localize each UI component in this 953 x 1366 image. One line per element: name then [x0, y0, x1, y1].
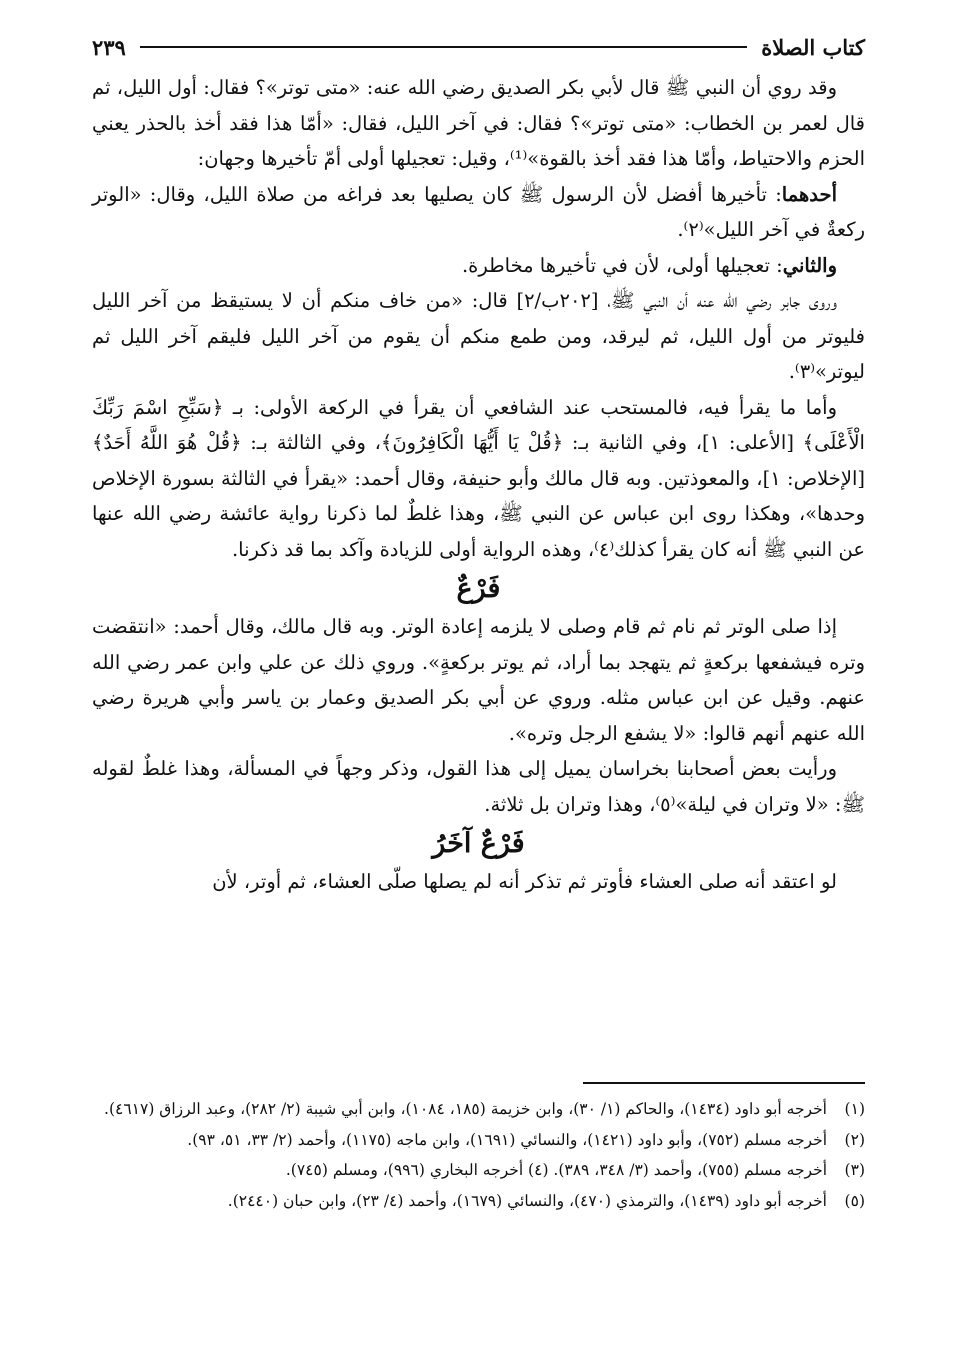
footnote — [92, 1155, 865, 1186]
paragraph-text: وأما ما يقرأ فيه، فالمستحب عند الشافعي أن يقرأ في الركعة الأولى: بـ ﴿سَبِّحِ اسْمَ رَبِّكَ الْأَعْلَى﴾ [الأعلى: ١]، وفي الثانية بـ: ﴿قُلْ يَا أَيُّهَا الْكَافِرُونَ﴾، وفي الثالثة بـ: ﴿قُلْ هُوَ اللَّهُ أَحَدٌ﴾ [الإخلاص: ١]، والمعوذتين. وبه قال مالك وأبو حنيفة، وقال أحمد: «يقرأ في الثالثة بسورة الإخلاص وحدها»، وهكذا روى ابن عباس عن النبي ﷺ، وهذا غلطٌ لما ذكرنا رواية عائشة رضي الله عنها عن النبي ﷺ أنه كان يقرأ كذلك⁽٤⁾، وهذه الرواية أولى للزيادة وآكد بما قد ذكرنا. — [92, 395, 865, 561]
footnote — [92, 1186, 865, 1217]
footnote — [92, 1125, 865, 1156]
paragraph-text: : تأخيرها أفضل لأن الرسول ﷺ كان يصليها بعد فراغه من صلاة الليل، وقال: «الوتر ركعةٌ في آخر الليل»⁽٢⁾. — [92, 182, 865, 241]
paragraph: إذا صلى الوتر ثم نام ثم قام وصلى لا يلزمه إعادة الوتر. وبه قال مالك، وقال أحمد: «انتقضت وتره فيشفعها بركعةٍ ثم يتهجد بما أراد، ثم يوتر بركعةٍ». وروي ذلك عن علي وابن عمر رضي الله عنهم. وقيل عن ابن عباس مثله. وروي عن أبي بكر الصديق وعمار بن ياسر وأبي هريرة رضي الله عنهم أنهم قالوا: «لا يشفع الرجل وتره». — [92, 615, 865, 745]
paragraph-text: وقد روي أن النبي ﷺ قال لأبي بكر الصديق رضي الله عنه: «متى توتر»؟ فقال: أول الليل، ثم قال لعمر بن الخطاب: «متى توتر»؟ فقال: في آخر الليل، فقال: «أمّا هذا فقد أخذ بالحذر يعني الحزم والاحتياط، وأمّا هذا فقد أخذ بالقوة»⁽¹⁾، وقيل: تعجيلها أولى أمّ تأخيرها وجهان: — [92, 76, 865, 170]
footnote — [92, 1094, 865, 1125]
paragraph-lead: أحدهما — [781, 182, 837, 206]
header-rule — [140, 46, 747, 48]
footnote-number: (٢) — [844, 1130, 865, 1149]
section-heading: فَرْعٌ آخَرُ — [432, 828, 525, 859]
page-number: ٢٣٩ — [92, 34, 126, 60]
footnote-divider — [583, 1082, 865, 1084]
paragraph — [92, 248, 865, 284]
paragraph — [92, 177, 865, 248]
section-heading: فَرْعٌ — [456, 573, 501, 604]
footnote-text: أخرجه مسلم (٧٥٥)، وأحمد (٣/ ٣٤٨، ٣٨٩). (٤) أخرجه البخاري (٩٩٦)، ومسلم (٧٤٥). — [285, 1161, 827, 1179]
footnotes — [92, 1094, 865, 1216]
book-title: كتاب الصلاة — [761, 34, 865, 60]
footnote-number: (١) — [844, 1100, 865, 1118]
paragraph: ورأيت بعض أصحابنا بخراسان يميل إلى هذا القول، وذكر وجهاً في المسألة، وهذا غلطٌ لقوله ﷺ: «لا وتران في ليلة»⁽٥⁾، وهذا وتران بل ثلاثة. — [92, 757, 865, 816]
footnote-number: (٥) — [844, 1191, 865, 1210]
paragraph — [92, 70, 865, 177]
paragraph-text: وروى جابر رضي الله عنه أن النبي ﷺ، [٢٠٢ب/٢] قال: «من خاف منكم أن لا يستيقظ من آخر الليل فليوتر من أول الليل، ثم ليرقد، ومن طمع منكم أن يقوم من آخر الليل فليقم آخر الليل ثم ليوتر»⁽٣⁾. — [92, 289, 865, 383]
paragraph: لو اعتقد أنه صلى العشاء فأوتر ثم تذكر أنه لم يصلها صلّى العشاء، ثم أوتر، لأن — [212, 870, 837, 893]
paragraph-lead: والثاني — [782, 253, 837, 277]
paragraph — [92, 390, 865, 568]
main-text — [92, 70, 865, 900]
footnote-text: أخرجه أبو داود (١٤٣٤)، والحاكم (١/ ٣٠)، وابن خزيمة (١٨٥، ١٠٨٤)، وابن أبي شيبة (٢/ ٢٨٢)، وعبد الرزاق (٤٦١٧). — [104, 1100, 827, 1118]
running-header — [92, 30, 865, 64]
footnote-text: أخرجه مسلم (٧٥٢)، وأبو داود (١٤٢١)، والنسائي (١٦٩١)، وابن ماجه (١١٧٥)، وأحمد (٢/ ٣٣، ٥١، ٩٣). — [187, 1130, 827, 1149]
paragraph — [92, 283, 865, 390]
footnote-number: (٣) — [844, 1161, 865, 1179]
footnote-text: أخرجه أبو داود (١٤٣٩)، والترمذي (٤٧٠)، والنسائي (١٦٧٩)، وأحمد (٤/ ٢٣)، وابن حبان (٢٤٤٠). — [227, 1191, 827, 1210]
paragraph-text: : تعجيلها أولى، لأن في تأخيرها مخاطرة. — [461, 253, 783, 277]
